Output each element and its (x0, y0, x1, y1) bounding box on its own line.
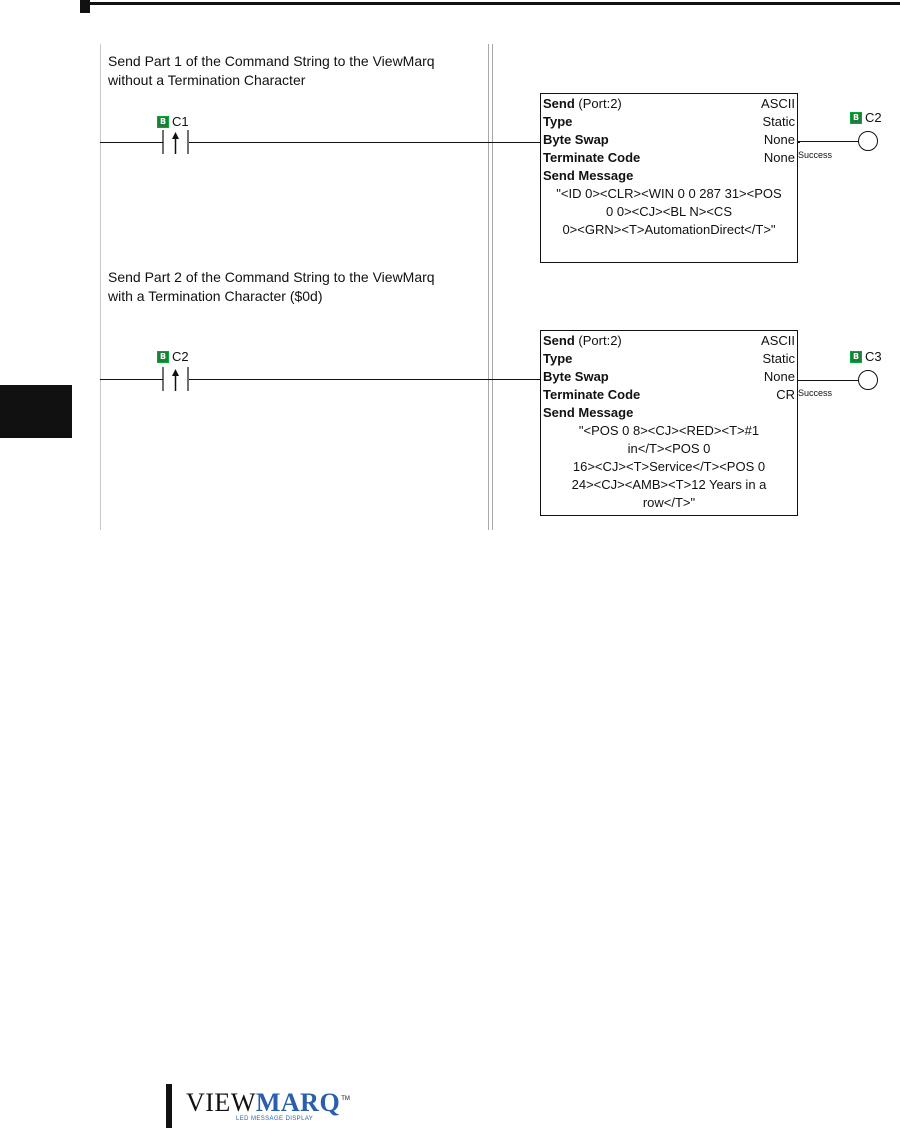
rung1-contact-label: C1 (172, 114, 189, 129)
rung1-positive-edge-contact[interactable] (160, 128, 192, 156)
rung2-contact-tag[interactable] (157, 350, 189, 364)
rung2-coil-tag[interactable] (850, 350, 882, 364)
rung2-terminate-row (543, 386, 795, 404)
byteswap-value: None (763, 369, 795, 384)
message-line: in</T><POS 0 (627, 441, 711, 456)
rung1-msg-label-row (543, 167, 795, 185)
mode-value: ASCII (761, 96, 795, 111)
rung1-comment-line2: without a Termination Character (108, 72, 306, 88)
rung2-send-block[interactable] (540, 330, 798, 516)
port-value: (Port:2) (578, 333, 622, 348)
rung2-success-label: Success (798, 388, 833, 398)
rung1-coil-label: C2 (865, 110, 882, 125)
terminate-value: CR (776, 387, 795, 402)
bit-icon: B (157, 116, 169, 128)
message-line: 0><GRN><T>AutomationDirect</T>" (562, 222, 776, 237)
send-message-label: Send Message (543, 168, 634, 183)
logo-subtitle: LED MESSAGE DISPLAY (236, 1116, 314, 1122)
rung2-msg-label-row (543, 404, 795, 422)
message-line: 24><CJ><AMB><T>12 Years in a (571, 477, 767, 492)
rung2-comment (108, 268, 435, 306)
right-power-rail (488, 44, 489, 530)
mode-value: ASCII (761, 333, 795, 348)
rung1-send-block[interactable] (540, 93, 798, 263)
send-label: Send (543, 96, 575, 111)
rung2-send-message (543, 422, 795, 512)
rung1-coil-tag[interactable] (850, 111, 882, 125)
rung1-output-stub (798, 142, 800, 143)
byteswap-label: Byte Swap (543, 369, 609, 384)
send-message-label: Send Message (543, 405, 634, 420)
type-label: Type (543, 114, 573, 129)
logo-marq-text: MARQ (255, 1088, 341, 1117)
bit-icon: B (157, 351, 169, 363)
message-line: 0 0><CJ><BL N><CS (606, 204, 732, 219)
rung1-wire-mid (189, 142, 540, 143)
rung2-coil-label: C3 (865, 349, 882, 364)
byteswap-label: Byte Swap (543, 132, 609, 147)
rung2-byteswap-row (543, 368, 795, 386)
footer-bar (166, 1084, 172, 1128)
terminate-label: Terminate Code (543, 387, 641, 402)
rung2-comment-line1: Send Part 2 of the Command String to the ViewMarq (108, 269, 435, 285)
rung2-output-coil[interactable] (858, 370, 878, 390)
rung1-success-label: Success (798, 150, 833, 160)
rung1-terminate-row (543, 149, 795, 167)
chapter-tab (0, 385, 72, 438)
top-marker (80, 0, 90, 13)
rung1-type-row (543, 113, 795, 131)
rung1-output-wire (798, 141, 858, 142)
send-label: Send (543, 333, 575, 348)
bit-icon: B (850, 351, 862, 363)
rung2-type-row (543, 350, 795, 368)
type-label: Type (543, 351, 573, 366)
message-line: "<ID 0><CLR><WIN 0 0 287 31><POS (556, 186, 782, 201)
rung1-send-message (543, 185, 795, 239)
rung1-byteswap-row (543, 131, 795, 149)
logo-trademark: TM (341, 1096, 350, 1102)
top-rule (80, 2, 900, 5)
bit-icon: B (850, 112, 862, 124)
type-value: Static (762, 114, 795, 129)
rung1-comment-line1: Send Part 1 of the Command String to the ViewMarq (108, 53, 435, 69)
rung1-comment (108, 52, 435, 90)
rung2-positive-edge-contact[interactable] (160, 365, 192, 393)
message-line: 16><CJ><T>Service</T><POS 0 (572, 459, 766, 474)
message-line: row</T>" (642, 495, 696, 510)
rung2-wire-left (100, 379, 163, 380)
rung1-wire-left (100, 142, 163, 143)
rung1-contact-tag[interactable] (157, 115, 189, 129)
viewmarq-logo (186, 1088, 350, 1118)
rung2-comment-line2: with a Termination Character ($0d) (108, 288, 323, 304)
rung2-output-wire (798, 380, 858, 381)
right-power-rail-inner (492, 44, 493, 530)
terminate-value: None (763, 150, 795, 165)
rung1-output-coil[interactable] (858, 131, 878, 151)
message-line: "<POS 0 8><CJ><RED><T>#1 (578, 423, 760, 438)
rung2-wire-mid (189, 379, 540, 380)
logo-view-text: VIEW (186, 1088, 256, 1117)
terminate-label: Terminate Code (543, 150, 641, 165)
type-value: Static (762, 351, 795, 366)
rung1-send-row (543, 95, 795, 113)
rung2-send-row (543, 332, 795, 350)
left-power-rail (100, 44, 101, 530)
byteswap-value: None (763, 132, 795, 147)
port-value: (Port:2) (578, 96, 622, 111)
rung2-contact-label: C2 (172, 349, 189, 364)
